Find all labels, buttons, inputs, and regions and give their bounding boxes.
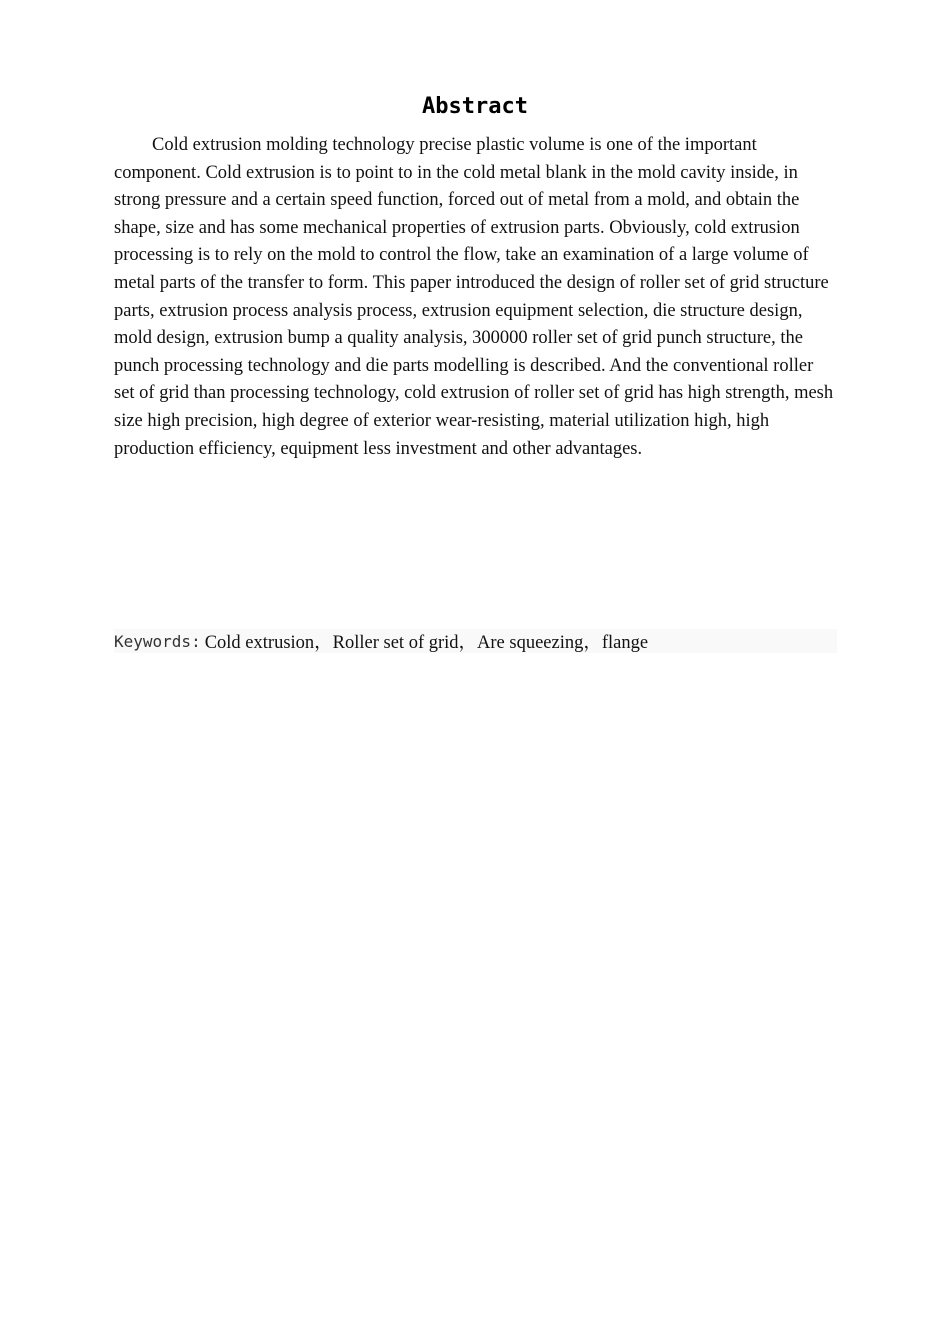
keywords-label: Keywords bbox=[114, 631, 192, 651]
keywords-row bbox=[114, 629, 837, 653]
keywords-list: Cold extrusion，Roller set of grid，Are squeezing，flange bbox=[204, 633, 649, 653]
abstract-title: Abstract bbox=[422, 94, 528, 119]
keywords-separator: : bbox=[191, 631, 201, 651]
abstract-body: Cold extrusion molding technology precise plastic volume is one of the important component. Cold extrusion is to point to in the cold metal blank in the mold cavity inside, in strong pressure and a certain speed function, forced out of metal from a mold, and obtain the shape, size and has some mechanical properties of extrusion parts. Obviously, cold extrusion processing is to rely on the mold to control the flow, take an examination of a large volume of metal parts of the transfer to form. This paper introduced the design of roller set of grid structure parts, extrusion process analysis process, extrusion equipment selection, die structure design, mold design, extrusion bump a quality analysis, 300000 roller set of grid punch structure, the punch processing technology and die parts modelling is described. And the conventional roller set of grid than processing technology, cold extrusion of roller set of grid has high strength, mesh size high precision, high degree of exterior wear-resisting, material utilization high, high production efficiency, equipment less investment and other advantages. bbox=[114, 135, 834, 459]
